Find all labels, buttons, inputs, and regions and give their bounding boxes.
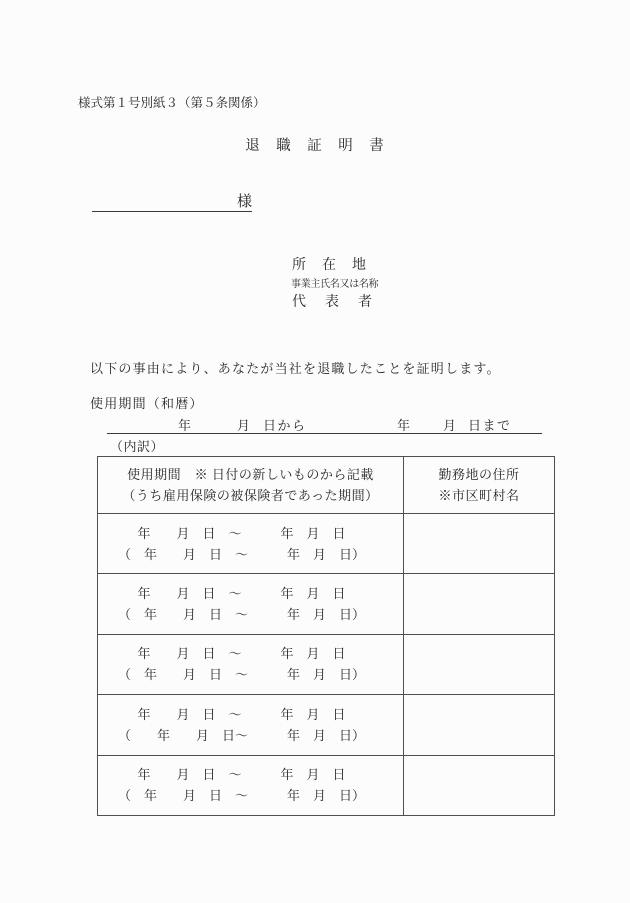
period-row-line2: （ 年 月 日～ 年 月 日） <box>117 727 365 743</box>
addressee-suffix: 様 <box>236 194 252 210</box>
table-row <box>98 634 555 694</box>
period-token-year-from: 年 <box>178 418 193 433</box>
employment-period-heading: 使用期間（和暦） <box>90 396 204 411</box>
period-cell[interactable] <box>98 755 404 815</box>
period-row-line1: 年 月 日 ～ 年 月 日 <box>137 706 346 722</box>
table-row <box>98 514 555 574</box>
period-cell[interactable] <box>98 634 404 694</box>
period-row-line1: 年 月 日 ～ 年 月 日 <box>137 525 346 541</box>
form-number: 様式第１号別紙３（第５条関係） <box>78 96 266 110</box>
addressee-name-blank[interactable] <box>92 194 252 212</box>
period-row-line2: （ 年 月 日 ～ 年 月 日） <box>117 667 365 683</box>
col-header-period <box>98 457 404 514</box>
address-cell[interactable] <box>404 634 555 694</box>
address-cell[interactable] <box>404 514 555 574</box>
breakdown-label: （内訳） <box>110 439 165 454</box>
employment-period-table <box>97 456 554 816</box>
period-token-day-from: 日から <box>263 418 307 433</box>
period-row-line2: （ 年 月 日 ～ 年 月 日） <box>117 788 365 804</box>
issuer-address-label: 所 在 地 <box>292 258 367 273</box>
period-token-month-to: 月 <box>443 418 458 433</box>
period-token-year-to: 年 <box>397 418 412 433</box>
period-row-line1: 年 月 日 ～ 年 月 日 <box>137 586 346 602</box>
col-header-period-line2: （うち雇用保険の被保険者であった期間） <box>122 488 379 503</box>
period-cell[interactable] <box>98 514 404 574</box>
certification-statement: 以下の事由により、あなたが当社を退職したことを証明します。 <box>90 361 501 376</box>
col-header-address <box>404 457 555 514</box>
table-row <box>98 755 555 815</box>
issuer-representative-label: 代 表 者 <box>292 295 375 310</box>
col-header-address-line1: 勤務地の住所 <box>438 467 520 482</box>
period-row-line1: 年 月 日 ～ 年 月 日 <box>137 767 346 783</box>
period-token-day-to: 日まで <box>468 418 512 433</box>
table-row <box>98 695 555 755</box>
col-header-period-line1: 使用期間 ※ 日付の新しいものから記載 <box>127 467 374 482</box>
issuer-name-label: 事業主氏名又は名称 <box>291 279 379 290</box>
period-row-line1: 年 月 日 ～ 年 月 日 <box>137 646 346 662</box>
col-header-address-line2: ※市区町村名 <box>438 488 520 503</box>
table-row <box>98 574 555 634</box>
period-cell[interactable] <box>98 695 404 755</box>
overall-period-blank[interactable] <box>107 419 542 434</box>
period-cell[interactable] <box>98 574 404 634</box>
period-row-line2: （ 年 月 日 ～ 年 月 日） <box>117 546 365 562</box>
address-cell[interactable] <box>404 755 555 815</box>
document-title: 退 職 証 明 書 <box>245 138 385 154</box>
address-cell[interactable] <box>404 574 555 634</box>
period-token-month-from: 月 <box>237 418 252 433</box>
address-cell[interactable] <box>404 695 555 755</box>
table-header-row <box>98 457 555 514</box>
period-row-line2: （ 年 月 日 ～ 年 月 日） <box>117 607 365 623</box>
